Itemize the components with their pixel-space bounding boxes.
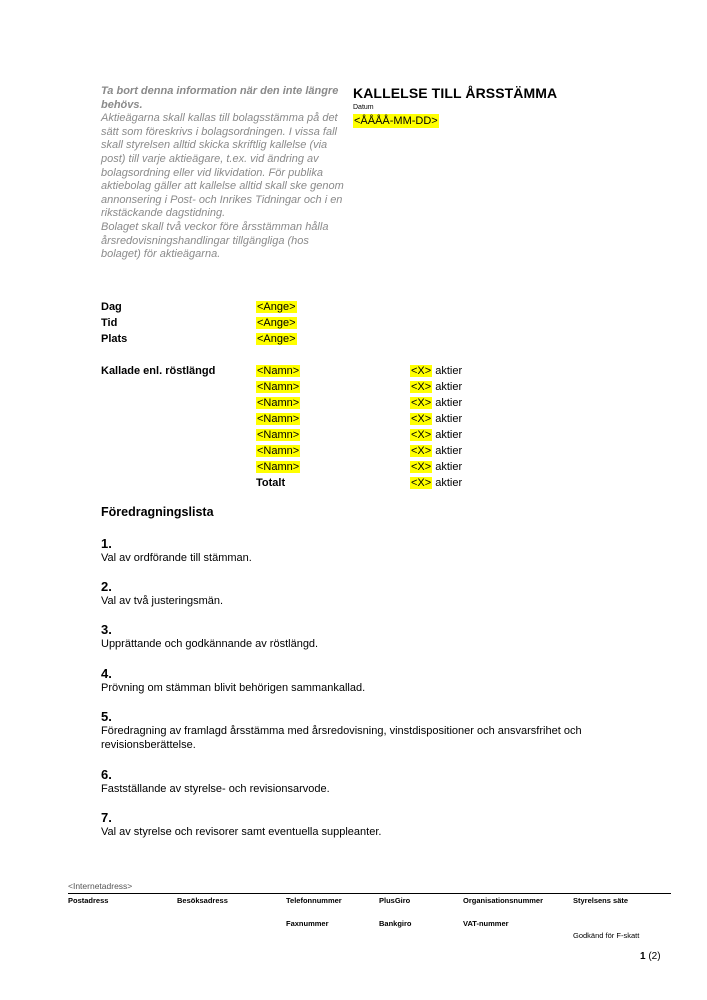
agenda-item-text: Val av styrelse och revisorer samt eventuella suppleanter. [101, 826, 382, 838]
total-shares-row [410, 476, 462, 490]
footer-board-seat-label: Styrelsens säte [573, 896, 629, 905]
agenda-item-number: 5. [101, 709, 112, 724]
footer-vat-label: VAT-nummer [463, 919, 509, 928]
roll-shares-2[interactable]: <X> [411, 381, 432, 393]
roll-name-1[interactable]: <Namn> [257, 365, 300, 377]
day-value [256, 300, 297, 314]
page-total: (2) [648, 951, 661, 962]
roll-unit-4: aktier [435, 413, 463, 425]
roll-shares-4[interactable]: <X> [411, 413, 432, 425]
roll-unit-1: aktier [435, 365, 463, 377]
footer-org-number-label: Organisationsnummer [463, 896, 544, 905]
roll-unit-7: aktier [435, 461, 463, 473]
agenda-item-text: Val av två justeringsmän. [101, 595, 224, 607]
agenda-item-number: 2. [101, 579, 112, 594]
roll-unit-3: aktier [435, 397, 463, 409]
roll-shares-row-7 [410, 460, 462, 474]
roll-shares-5[interactable]: <X> [411, 429, 432, 441]
roll-unit-2: aktier [435, 381, 463, 393]
roll-name-3[interactable]: <Namn> [257, 397, 300, 409]
roll-shares-row-4 [410, 412, 462, 426]
agenda-item-text: Upprättande och godkännande av röstlängd. [101, 638, 319, 650]
agenda-item-text: Fastställande av styrelse- och revisionsarvode. [101, 783, 330, 795]
page-current: 1 [640, 951, 646, 962]
roll-name-6[interactable]: <Namn> [257, 445, 300, 457]
place-value [256, 332, 297, 346]
footer-bankgiro-label: Bankgiro [379, 919, 412, 928]
footer-divider [68, 893, 671, 894]
roll-unit-6: aktier [435, 445, 463, 457]
instruction-note [101, 85, 347, 262]
agenda-item-text: Prövning om stämman blivit behörigen sammankallad. [101, 682, 366, 694]
roll-name-5[interactable]: <Namn> [257, 429, 300, 441]
footer-fax-label: Faxnummer [286, 919, 329, 928]
roll-shares-row-5 [410, 428, 462, 442]
time-label: Tid [101, 317, 118, 329]
time-placeholder[interactable]: <Ange> [257, 317, 296, 329]
roll-shares-6[interactable]: <X> [411, 445, 432, 457]
place-placeholder[interactable]: <Ange> [257, 333, 296, 345]
roll-shares-3[interactable]: <X> [411, 397, 432, 409]
footer-phone-label: Telefonnummer [286, 896, 342, 905]
roll-label: Kallade enl. röstlängd [101, 365, 216, 377]
total-unit: aktier [435, 477, 463, 489]
instruction-paragraph-1: Aktieägarna skall kallas till bolagsstämma på det sätt som föreskrivs i bolagsordningen. I vissa fall skall styrelsen alltid skicka skriftlig kallelse (via post) till varje aktieägare, t.ex. vid ändring av bolagsordning eller vid likvidation. För publika aktiebolag gäller att kallelse alltid skall ske genom annonsering i Post- och Inrikes Tidningar och i en rikstäckande dagstidning. [101, 112, 344, 220]
agenda-item-number: 4. [101, 666, 112, 681]
roll-shares-row-2 [410, 380, 462, 394]
roll-name-4[interactable]: <Namn> [257, 413, 300, 425]
place-label: Plats [101, 333, 128, 345]
day-placeholder[interactable]: <Ange> [257, 301, 296, 313]
roll-shares-7[interactable]: <X> [411, 461, 432, 473]
agenda-item-number: 6. [101, 767, 112, 782]
agenda-item-number: 1. [101, 536, 112, 551]
total-label: Totalt [256, 477, 286, 489]
footer-f-tax-note: Godkänd för F-skatt [573, 931, 640, 940]
roll-shares-1[interactable]: <X> [411, 365, 432, 377]
agenda-item-number: 3. [101, 622, 112, 637]
footer-plusgiro-label: PlusGiro [379, 896, 411, 905]
day-label: Dag [101, 301, 122, 313]
date-label: Datum [353, 104, 374, 111]
date-placeholder[interactable]: <ÅÅÅÅ-MM-DD> [354, 115, 438, 127]
roll-name-2[interactable]: <Namn> [257, 381, 300, 393]
agenda-item-number: 7. [101, 810, 112, 825]
total-shares[interactable]: <X> [411, 477, 432, 489]
time-value [256, 316, 297, 330]
footer-postal-address-label: Postadress [68, 896, 109, 905]
page-number [640, 951, 661, 962]
instruction-heading: Ta bort denna information när den inte längre behövs. [101, 85, 339, 111]
agenda-item-text: Val av ordförande till stämman. [101, 552, 252, 564]
agenda-item-text: Föredragning av framlagd årsstämma med årsredovisning, vinstdispositioner och ansvarsfrihet och revisionsberättelse. [101, 725, 582, 751]
roll-name-7[interactable]: <Namn> [257, 461, 300, 473]
document-title: KALLELSE TILL ÅRSSTÄMMA [353, 85, 558, 101]
footer-internet-address[interactable]: <Internetadress> [68, 881, 133, 891]
footer-visit-address-label: Besöksadress [177, 896, 228, 905]
roll-shares-row-3 [410, 396, 462, 410]
instruction-paragraph-2: Bolaget skall två veckor före årsstämman hålla årsredovisningshandlingar tillgängliga (hos bolaget) för aktieägarna. [101, 220, 329, 261]
roll-unit-5: aktier [435, 429, 463, 441]
agenda-title: Föredragningslista [101, 505, 214, 519]
roll-shares-row-1 [410, 364, 462, 378]
roll-shares-row-6 [410, 444, 462, 458]
